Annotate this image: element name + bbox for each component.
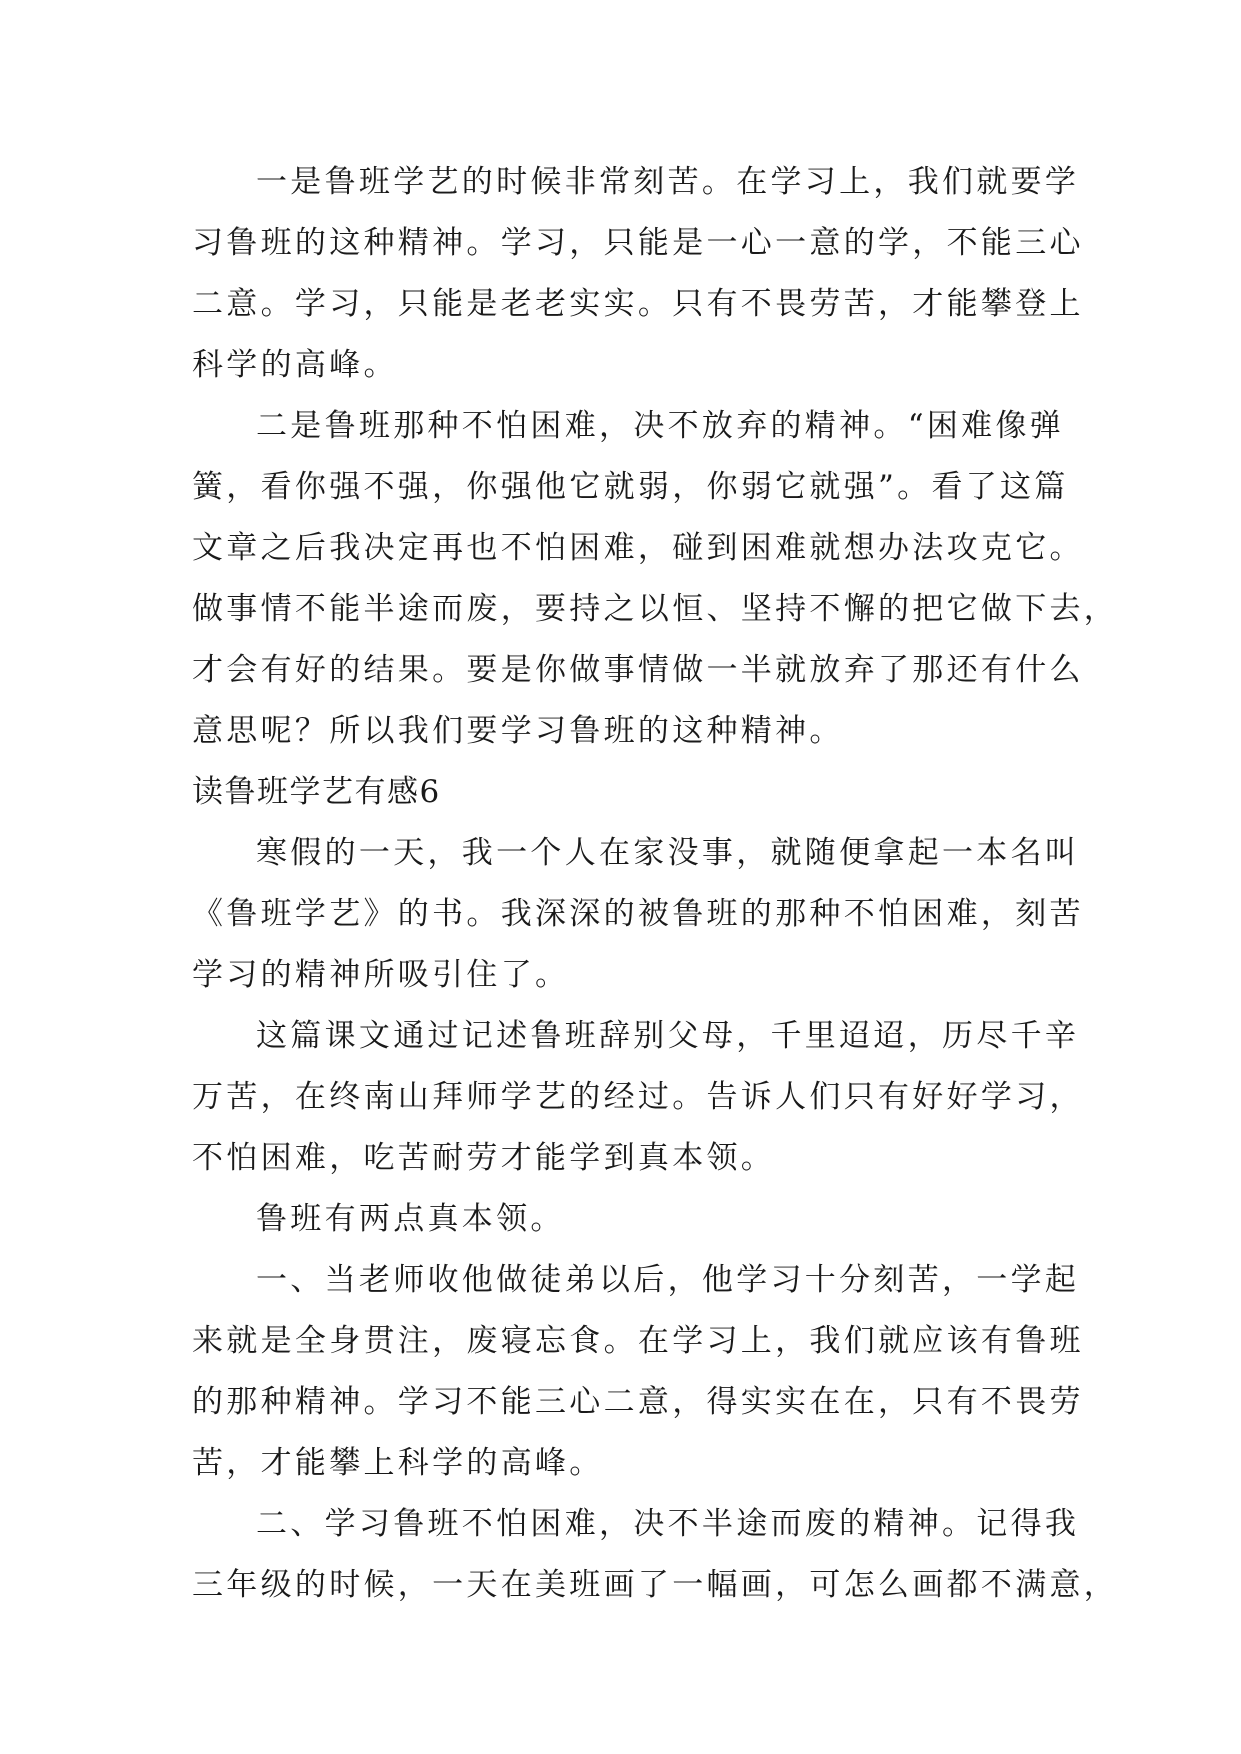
text-line: 才会有好的结果。要是你做事情做一半就放弃了那还有什么 (192, 652, 1084, 688)
text-line: 这篇课文通过记述鲁班辞别父母，千里迢迢，历尽千辛 (256, 1018, 1080, 1054)
text-line: 一是鲁班学艺的时候非常刻苦。在学习上，我们就要学 (256, 164, 1080, 200)
text-line: 习鲁班的这种精神。学习，只能是一心一意的学，不能三心 (192, 225, 1084, 261)
text-line: 鲁班有两点真本领。 (256, 1201, 565, 1237)
text-line: 万苦，在终南山拜师学艺的经过。告诉人们只有好好学习， (192, 1079, 1084, 1115)
text-line: 一、当老师收他做徒弟以后，他学习十分刻苦，一学起 (256, 1262, 1080, 1298)
text-line: 二、学习鲁班不怕困难，决不半途而废的精神。记得我 (256, 1506, 1080, 1542)
text-line: 来就是全身贯注，废寝忘食。在学习上，我们就应该有鲁班 (192, 1323, 1084, 1359)
section-heading: 读鲁班学艺有感6 (192, 774, 441, 810)
document-body (192, 152, 1119, 1616)
text-line: 学习的精神所吸引住了。 (192, 957, 570, 993)
text-line: 二是鲁班那种不怕困难，决不放弃的精神。“困难像弹 (256, 408, 1065, 444)
text-line: 的那种精神。学习不能三心二意，得实实在在，只有不畏劳 (192, 1384, 1084, 1420)
text-line: 文章之后我决定再也不怕困难，碰到困难就想办法攻克它。 (192, 530, 1084, 566)
text-line: 《鲁班学艺》的书。我深深的被鲁班的那种不怕困难，刻苦 (192, 896, 1084, 932)
text-line: 二意。学习，只能是老老实实。只有不畏劳苦，才能攀登上 (192, 286, 1084, 322)
text-line: 不怕困难，吃苦耐劳才能学到真本领。 (192, 1140, 776, 1176)
text-line: 三年级的时候，一天在美班画了一幅画，可怎么画都不满意， (192, 1567, 1119, 1603)
text-line: 簧，看你强不强，你强他它就弱，你弱它就强”。看了这篇 (192, 469, 1069, 505)
text-line: 寒假的一天，我一个人在家没事，就随便拿起一本名叫 (256, 835, 1080, 871)
text-line: 苦，才能攀上科学的高峰。 (192, 1445, 604, 1481)
text-line: 科学的高峰。 (192, 347, 398, 383)
text-line: 做事情不能半途而废，要持之以恒、坚持不懈的把它做下去， (192, 591, 1119, 627)
text-line: 意思呢？所以我们要学习鲁班的这种精神。 (192, 713, 844, 749)
